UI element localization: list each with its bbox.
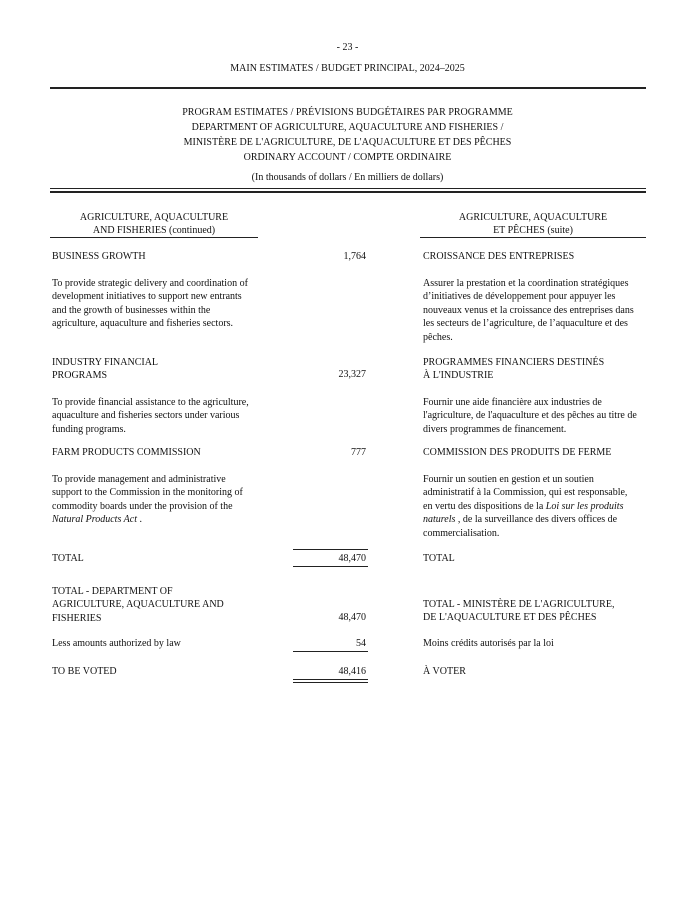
- business-growth-description: [52, 277, 292, 331]
- department-total-amount: 48,470: [338, 612, 366, 623]
- commission-produits-title: COMMISSION DES PRODUITS DE FERME: [423, 447, 612, 458]
- less-amounts-rule: [293, 651, 368, 652]
- total-label: TOTAL: [52, 553, 84, 564]
- total-amount: 48,470: [338, 553, 366, 564]
- croissance-desc-line: nouveaux venus et la croissance des entreprises dans: [423, 304, 634, 316]
- title-rule-top: [50, 188, 646, 189]
- industry-financial-desc-line: To provide financial assistance to the agriculture,: [52, 397, 249, 408]
- english-column-head: [50, 211, 258, 237]
- english-column-head-line-1: AGRICULTURE, AQUACULTURE: [79, 212, 229, 223]
- loi-produits-citation-end: naturels: [423, 514, 456, 526]
- less-amounts-amount: 54: [356, 638, 366, 649]
- industry-financial-description: [52, 396, 292, 436]
- to-be-voted-label: TO BE VOTED: [52, 666, 117, 677]
- programmes-financiers-desc-line: divers programmes de financement.: [423, 423, 567, 435]
- title-line-3: MINISTÈRE DE L'AGRICULTURE, DE L'AQUACULTURE ET DES PÊCHES: [183, 137, 512, 148]
- english-column-underline: [50, 237, 258, 238]
- commission-desc-line: [423, 513, 663, 526]
- croissance-description: [423, 277, 663, 344]
- farm-products-desc-line: commodity boards under the provision of the: [52, 500, 233, 512]
- farm-products-desc-line: [52, 513, 292, 526]
- farm-products-amount: 777: [351, 447, 366, 458]
- croissance-desc-line: d’initiatives de développement pour appuyer les: [423, 291, 616, 303]
- farm-products-desc-line: support to the Commission in the monitoring of: [52, 487, 243, 499]
- to-be-voted-label-fr: À VOTER: [423, 666, 466, 677]
- farm-products-description: [52, 473, 292, 527]
- programmes-financiers-desc-line: l'agriculture, de l'aquaculture et des pêches au titre de: [423, 410, 637, 422]
- business-growth-desc-line: To provide strategic delivery and coordination of: [52, 278, 248, 289]
- commission-desc-line: commercialisation.: [423, 527, 500, 539]
- commission-desc-line: [423, 500, 663, 513]
- french-column-underline: [420, 237, 646, 238]
- department-total-line: TOTAL - DEPARTMENT OF: [52, 586, 173, 597]
- croissance-desc-line: Assurer la prestation et la coordination stratégiques: [423, 278, 629, 289]
- business-growth-amount: 1,764: [343, 251, 366, 262]
- french-column-head: [420, 211, 646, 237]
- commission-desc-text: en vertu des dispositions de la: [423, 500, 546, 512]
- total-top-rule: [293, 549, 368, 550]
- title-line-4: ORDINARY ACCOUNT / COMPTE ORDINAIRE: [243, 152, 452, 163]
- french-column-head-line-2: ET PÊCHES (suite): [493, 225, 573, 236]
- farm-products-title: FARM PRODUCTS COMMISSION: [52, 447, 201, 458]
- title-line-1: PROGRAM ESTIMATES / PRÉVISIONS BUDGÉTAIRES PAR PROGRAMME: [182, 107, 513, 118]
- farm-products-desc-end: .: [137, 514, 142, 526]
- business-growth-desc-line: and the growth of businesses within the: [52, 304, 211, 316]
- industry-financial-desc-line: aquaculture and fisheries sectors under various: [52, 410, 240, 422]
- department-total-line-fr: TOTAL - MINISTÈRE DE L'AGRICULTURE,: [423, 599, 615, 610]
- business-growth-desc-line: agriculture, aquaculture and fisheries sectors.: [52, 318, 234, 330]
- department-total-line: AGRICULTURE, AQUACULTURE AND: [52, 599, 224, 611]
- commission-desc-line: administratif à la Commission, qui est responsable,: [423, 487, 628, 499]
- business-growth-title: BUSINESS GROWTH: [52, 251, 146, 262]
- french-column-head-line-1: AGRICULTURE, AQUACULTURE: [458, 212, 608, 223]
- title-line-2: DEPARTMENT OF AGRICULTURE, AQUACULTURE AND FISHERIES /: [191, 122, 504, 133]
- department-total-label-fr: [423, 598, 614, 625]
- croissance-desc-line: les secteurs de l’agriculture, de l’aquaculture et des: [423, 318, 628, 330]
- department-total-line: FISHERIES: [52, 612, 102, 624]
- less-amounts-label: Less amounts authorized by law: [52, 638, 181, 649]
- industry-financial-amount: 23,327: [338, 369, 366, 380]
- industry-financial-desc-line: funding programs.: [52, 423, 126, 435]
- total-label-fr: TOTAL: [423, 553, 455, 564]
- to-be-voted-amount: 48,416: [338, 666, 366, 677]
- header-rule: [50, 87, 646, 89]
- loi-produits-citation: Loi sur les produits: [545, 500, 624, 512]
- natural-products-act-citation: Natural Products Act: [52, 514, 137, 526]
- programmes-financiers-title-line-2: À L'INDUSTRIE: [423, 370, 494, 382]
- commission-desc-line: Fournir un soutien en gestion et un soutien: [423, 474, 594, 485]
- programmes-financiers-description: [423, 396, 663, 436]
- commission-produits-description: [423, 473, 663, 540]
- department-total-label: [52, 585, 224, 625]
- commission-desc-text: , de la surveillance des divers offices de: [455, 514, 618, 526]
- croissance-title: CROISSANCE DES ENTREPRISES: [423, 251, 575, 262]
- to-be-voted-double-rule: [293, 679, 368, 683]
- programmes-financiers-title: [423, 356, 604, 383]
- english-column-head-line-2: AND FISHERIES (continued): [92, 225, 216, 236]
- department-total-line-fr: DE L'AQUACULTURE ET DES PÊCHES: [423, 612, 597, 624]
- programmes-financiers-desc-line: Fournir une aide financière aux industries de: [423, 397, 602, 408]
- farm-products-desc-line: To provide management and administrative: [52, 474, 226, 485]
- industry-financial-title-line-2: PROGRAMS: [52, 370, 108, 382]
- programmes-financiers-title-line-1: PROGRAMMES FINANCIERS DESTINÉS: [423, 357, 605, 368]
- units-note: (In thousands of dollars / En milliers de dollars): [251, 172, 444, 183]
- title-rule-bottom: [50, 191, 646, 193]
- less-amounts-label-fr: Moins crédits autorisés par la loi: [423, 638, 554, 649]
- industry-financial-title: [52, 356, 158, 383]
- page-number: - 23 -: [336, 42, 359, 53]
- industry-financial-title-line-1: INDUSTRY FINANCIAL: [52, 357, 159, 368]
- total-bottom-rule: [293, 566, 368, 567]
- running-header: MAIN ESTIMATES / BUDGET PRINCIPAL, 2024–2025: [230, 63, 465, 74]
- croissance-desc-line: pêches.: [423, 331, 453, 343]
- business-growth-desc-line: development initiatives to support new entrants: [52, 291, 242, 303]
